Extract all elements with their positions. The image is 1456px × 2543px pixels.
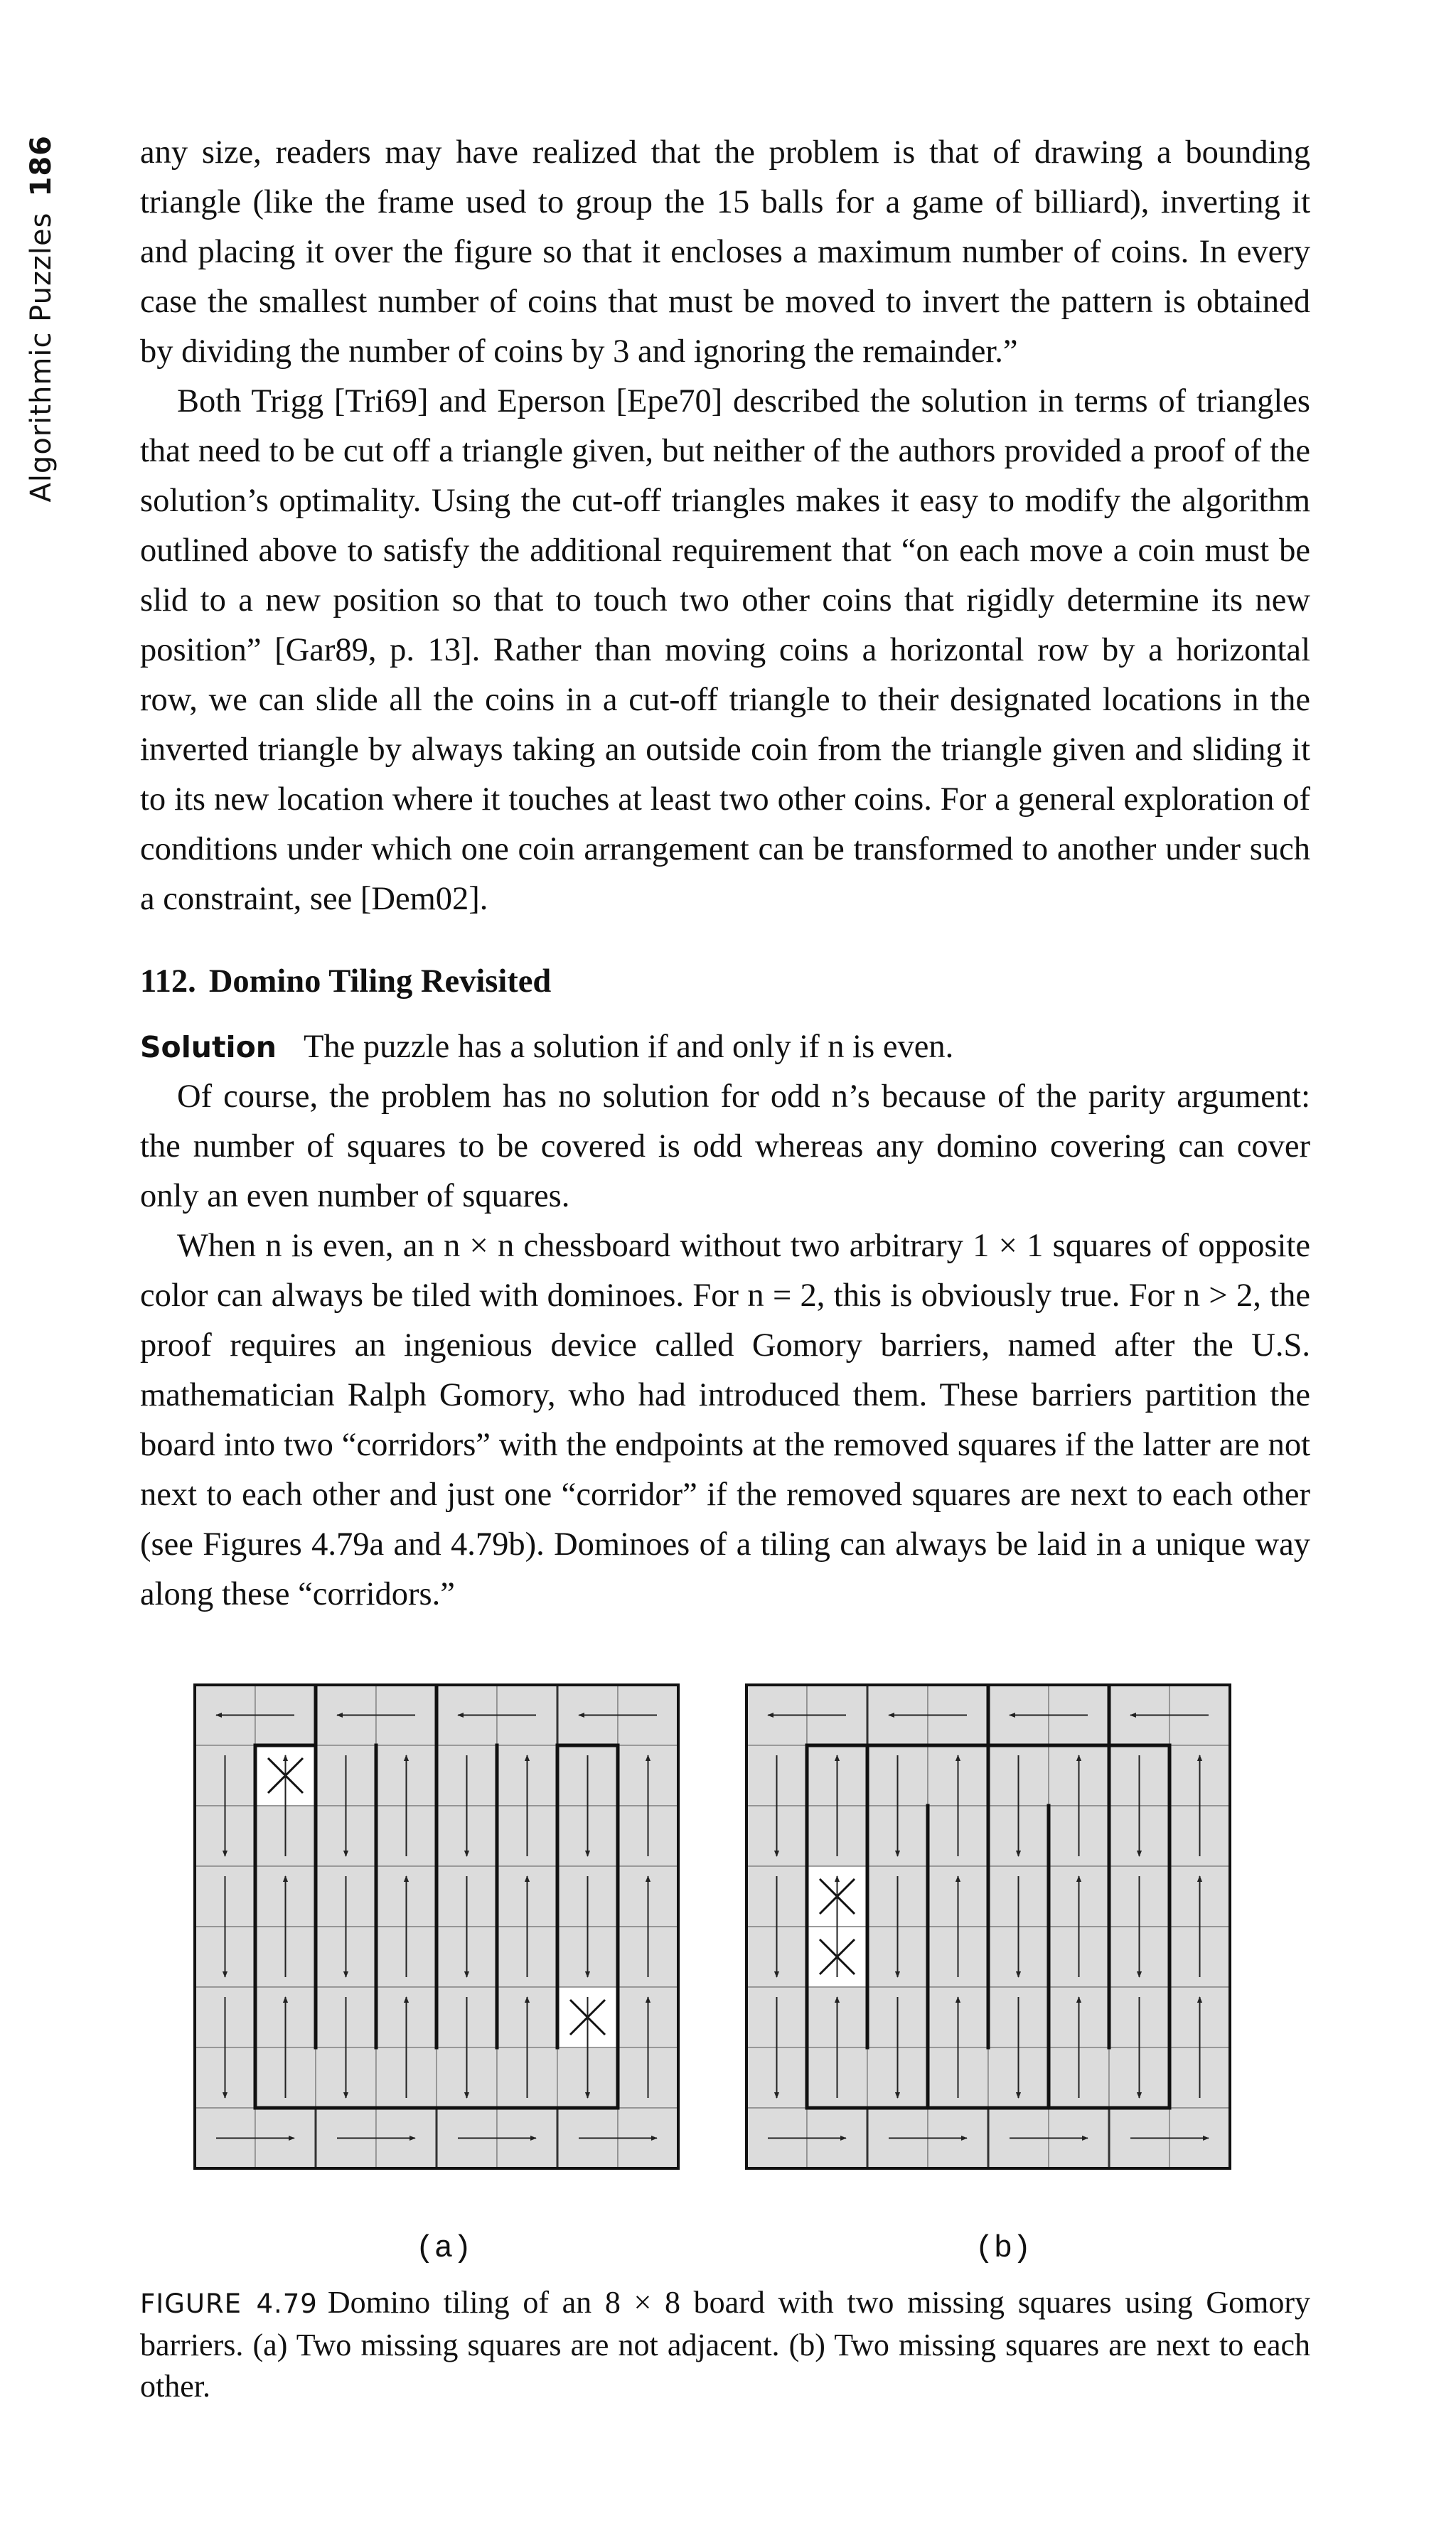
- board-b: [746, 1685, 1230, 2168]
- panel-label-b: (b): [975, 2231, 1032, 2266]
- section-title: Domino Tiling Revisited: [208, 963, 552, 1000]
- paragraph-trigg-eperson: Both Trigg [Tri69] and Eperson [Epe70] described the solution in terms of triangles that need to be cut off a triangle given, but neither of the authors provided a proof of the solution’s optimality. Using the cut-off triangles makes it easy to modify the algorithm outlined above to satisfy the additional requirement that “on each move a coin must be slid to a new position so that to touch two other coins that rigidly determine its new position” [Gar89, p. 13]. Rather than moving coins a horizontal row by a horizontal row, we can slide all the coins in a cut-off triangle to their designated locations in the inverted triangle by always taking an outside coin from the triangle given and sliding it to its new location where it touches at least two other coins. For a general exploration of conditions under which one coin arrangement can be transformed to another under such a constraint, see [Dem02].: [140, 383, 1310, 917]
- figure-caption: [140, 2282, 1310, 2407]
- running-head: [20, 135, 63, 505]
- figure-4-79: [0, 1683, 1456, 2266]
- paragraph-coins-end: any size, readers may have realized that the problem is that of drawing a bounding triangle (like the frame used to group the 15 balls for a game of billiard), inverting it and placing it over the figure so that it encloses a maximum number of coins. In every case the smallest number of coins that must be moved to invert the pattern is obtained by dividing the number of coins by 3 and ignoring the remainder.”: [140, 134, 1310, 370]
- board-a: [195, 1685, 678, 2168]
- figure-caption-text: Domino tiling of an 8 × 8 board with two missing squares using Gomory barriers. (a) Two missing squares are not adjacent. (b) Two missing squares are next to each other.: [140, 2285, 1310, 2404]
- paragraph-gomory: When n is even, an n × n chessboard without two arbitrary 1 × 1 squares of opposite color can always be tiled with dominoes. For n = 2, this is obviously true. For n > 2, the proof requires an ingenious device called Gomory barriers, named after the U.S. mathematician Ralph Gomory, who had introduced them. These barriers partition the board into two “corridors” with the endpoints at the removed squares if the latter are not next to each other and just one “corridor” if the removed squares are next to each other (see Figures 4.79a and 4.79b). Dominoes of a tiling can always be laid in a unique way along these “corridors.”: [140, 1228, 1310, 1612]
- paragraph-parity: Of course, the problem has no solution for odd n’s because of the parity argument: the number of squares to be covered is odd whereas any domino covering can cover only an even number of squares.: [140, 1078, 1310, 1214]
- domino-figure-svg: [0, 1683, 1456, 2266]
- page-number: 186: [25, 135, 58, 197]
- solution-statement: [140, 1022, 1310, 1072]
- panel-label-a: (a): [415, 2231, 472, 2266]
- solution-label: Solution: [140, 1030, 277, 1064]
- running-head-title: Algorithmic Puzzles: [25, 212, 58, 503]
- section-number: 112.: [140, 963, 196, 1000]
- section-heading: [140, 957, 1310, 1007]
- main-text: [140, 128, 1310, 1620]
- figure-caption-label: FIGURE 4.79: [140, 2288, 318, 2319]
- solution-text: The puzzle has a solution if and only if n is even.: [303, 1029, 954, 1065]
